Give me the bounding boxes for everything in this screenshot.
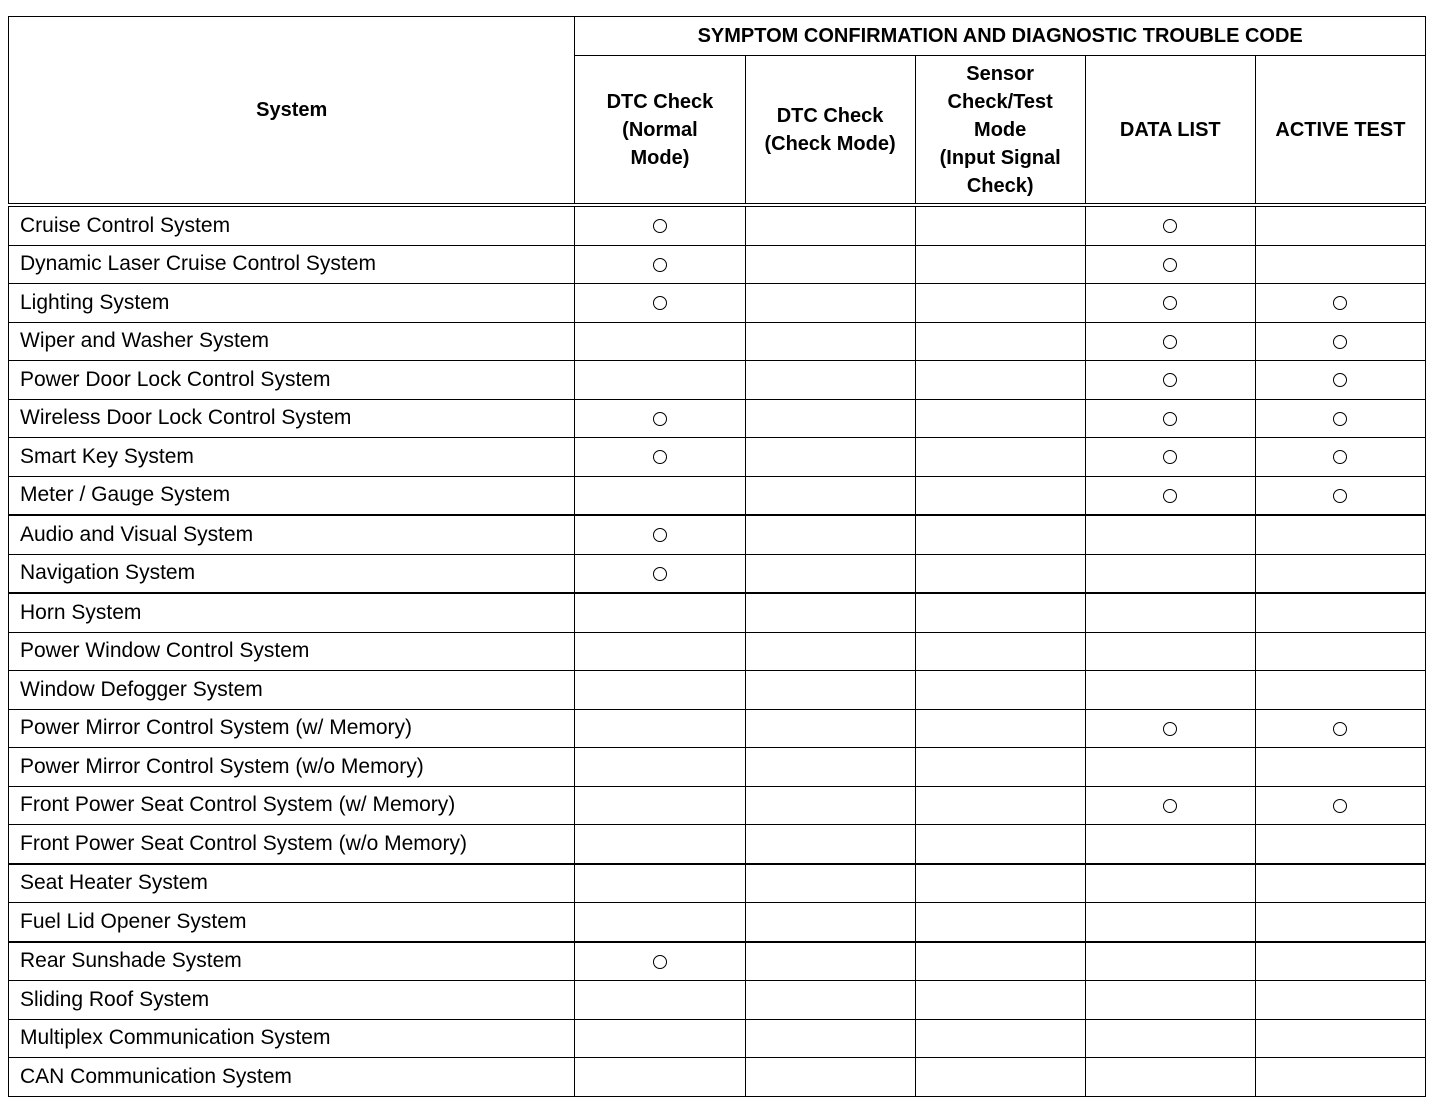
cell-data-list [1085, 593, 1255, 632]
cell-active-test [1255, 205, 1425, 245]
cell-dtc-check-check-mode [745, 284, 915, 323]
table-row [9, 438, 1426, 477]
cell-dtc-check-check-mode [745, 205, 915, 245]
cell-active-test [1255, 942, 1425, 981]
cell-dtc-check-check-mode [745, 942, 915, 981]
system-name-cell: Wireless Door Lock Control System [9, 399, 575, 438]
cell-data-list [1085, 476, 1255, 515]
cell-data-list [1085, 671, 1255, 710]
table-row [9, 1058, 1426, 1097]
circle-icon [1333, 296, 1347, 310]
table-row [9, 593, 1426, 632]
system-name-cell: Seat Heater System [9, 864, 575, 903]
circle-icon [653, 528, 667, 542]
circle-icon [1163, 219, 1177, 233]
cell-sensor-check-test-mode [915, 864, 1085, 903]
cell-sensor-check-test-mode [915, 632, 1085, 671]
column-header-line: Sensor [966, 62, 1035, 85]
cell-active-test [1255, 245, 1425, 284]
table-row [9, 515, 1426, 554]
cell-dtc-check-normal-mode [575, 825, 745, 864]
cell-data-list [1085, 786, 1255, 825]
circle-icon [653, 567, 667, 581]
cell-data-list [1085, 748, 1255, 787]
system-name-cell: Lighting System [9, 284, 575, 323]
circle-icon [1163, 799, 1177, 813]
table-row [9, 284, 1426, 323]
cell-dtc-check-normal-mode [575, 205, 745, 245]
circle-icon [1163, 722, 1177, 736]
cell-dtc-check-normal-mode [575, 476, 745, 515]
cell-dtc-check-check-mode [745, 632, 915, 671]
cell-sensor-check-test-mode [915, 515, 1085, 554]
circle-icon [653, 296, 667, 310]
cell-dtc-check-check-mode [745, 825, 915, 864]
cell-dtc-check-check-mode [745, 399, 915, 438]
circle-icon [1333, 450, 1347, 464]
system-name-cell: Power Door Lock Control System [9, 361, 575, 400]
table-row [9, 322, 1426, 361]
cell-dtc-check-check-mode [745, 1019, 915, 1058]
cell-sensor-check-test-mode [915, 1019, 1085, 1058]
table-row [9, 671, 1426, 710]
circle-icon [1163, 296, 1177, 310]
cell-dtc-check-check-mode [745, 515, 915, 554]
cell-sensor-check-test-mode [915, 593, 1085, 632]
column-header-line: Mode) [630, 146, 690, 169]
cell-sensor-check-test-mode [915, 322, 1085, 361]
cell-data-list [1085, 399, 1255, 438]
cell-dtc-check-check-mode [745, 593, 915, 632]
column-header-line: DATA LIST [1119, 118, 1221, 141]
cell-dtc-check-check-mode [745, 361, 915, 400]
column-header-line: ACTIVE TEST [1275, 118, 1406, 141]
table-row [9, 554, 1426, 593]
table-header [9, 17, 1426, 206]
cell-data-list [1085, 515, 1255, 554]
cell-dtc-check-check-mode [745, 322, 915, 361]
column-header-active-test [1255, 56, 1425, 206]
circle-icon [1333, 489, 1347, 503]
circle-icon [653, 412, 667, 426]
cell-active-test [1255, 438, 1425, 477]
cell-sensor-check-test-mode [915, 245, 1085, 284]
cell-dtc-check-normal-mode [575, 593, 745, 632]
system-name-cell: Wiper and Washer System [9, 322, 575, 361]
circle-icon [1333, 373, 1347, 387]
cell-active-test [1255, 515, 1425, 554]
cell-data-list [1085, 864, 1255, 903]
cell-dtc-check-normal-mode [575, 864, 745, 903]
circle-icon [1333, 722, 1347, 736]
cell-active-test [1255, 981, 1425, 1020]
cell-sensor-check-test-mode [915, 205, 1085, 245]
table-row [9, 903, 1426, 942]
table-row [9, 399, 1426, 438]
cell-dtc-check-normal-mode [575, 786, 745, 825]
cell-dtc-check-normal-mode [575, 709, 745, 748]
cell-active-test [1255, 709, 1425, 748]
system-name-cell: Dynamic Laser Cruise Control System [9, 245, 575, 284]
table-row [9, 632, 1426, 671]
cell-dtc-check-normal-mode [575, 942, 745, 981]
cell-data-list [1085, 322, 1255, 361]
diagnostic-table-container [8, 16, 1426, 1097]
cell-dtc-check-normal-mode [575, 438, 745, 477]
cell-active-test [1255, 476, 1425, 515]
cell-sensor-check-test-mode [915, 1058, 1085, 1097]
cell-dtc-check-check-mode [745, 438, 915, 477]
column-header-line: (Input Signal [939, 146, 1061, 169]
circle-icon [1163, 373, 1177, 387]
system-name-cell: Power Mirror Control System (w/o Memory) [9, 748, 575, 787]
cell-dtc-check-check-mode [745, 748, 915, 787]
cell-sensor-check-test-mode [915, 671, 1085, 710]
table-row [9, 361, 1426, 400]
cell-dtc-check-check-mode [745, 709, 915, 748]
cell-active-test [1255, 361, 1425, 400]
cell-dtc-check-check-mode [745, 786, 915, 825]
system-name-cell: Power Mirror Control System (w/ Memory) [9, 709, 575, 748]
cell-data-list [1085, 942, 1255, 981]
table-row [9, 245, 1426, 284]
cell-active-test [1255, 1058, 1425, 1097]
cell-active-test [1255, 284, 1425, 323]
system-name-cell: CAN Communication System [9, 1058, 575, 1097]
table-row [9, 205, 1426, 245]
cell-data-list [1085, 903, 1255, 942]
cell-dtc-check-normal-mode [575, 671, 745, 710]
group-column-header: SYMPTOM CONFIRMATION AND DIAGNOSTIC TROUBLE CODE [575, 17, 1426, 56]
circle-icon [653, 219, 667, 233]
cell-data-list [1085, 825, 1255, 864]
system-name-cell: Rear Sunshade System [9, 942, 575, 981]
system-name-cell: Front Power Seat Control System (w/o Memory) [9, 825, 575, 864]
table-row [9, 1019, 1426, 1058]
circle-icon [653, 450, 667, 464]
cell-data-list [1085, 981, 1255, 1020]
cell-dtc-check-normal-mode [575, 322, 745, 361]
cell-dtc-check-normal-mode [575, 284, 745, 323]
cell-active-test [1255, 903, 1425, 942]
cell-sensor-check-test-mode [915, 942, 1085, 981]
circle-icon [1333, 412, 1347, 426]
system-name-cell: Power Window Control System [9, 632, 575, 671]
column-header-line: DTC Check [776, 104, 884, 127]
circle-icon [653, 258, 667, 272]
cell-data-list [1085, 554, 1255, 593]
diagnostic-function-table [8, 16, 1426, 1097]
cell-dtc-check-normal-mode [575, 245, 745, 284]
column-header-line: Mode [974, 118, 1027, 141]
cell-sensor-check-test-mode [915, 554, 1085, 593]
cell-sensor-check-test-mode [915, 476, 1085, 515]
column-header-line: DTC Check [606, 90, 714, 113]
system-name-cell: Smart Key System [9, 438, 575, 477]
cell-dtc-check-check-mode [745, 245, 915, 284]
cell-dtc-check-check-mode [745, 476, 915, 515]
cell-dtc-check-normal-mode [575, 399, 745, 438]
cell-active-test [1255, 1019, 1425, 1058]
system-name-cell: Navigation System [9, 554, 575, 593]
column-header-line: Check/Test [947, 90, 1053, 113]
circle-icon [1163, 489, 1177, 503]
cell-data-list [1085, 632, 1255, 671]
cell-data-list [1085, 1058, 1255, 1097]
cell-dtc-check-check-mode [745, 1058, 915, 1097]
cell-active-test [1255, 748, 1425, 787]
cell-data-list [1085, 438, 1255, 477]
circle-icon [1163, 258, 1177, 272]
cell-dtc-check-normal-mode [575, 361, 745, 400]
circle-icon [1163, 450, 1177, 464]
system-name-cell: Fuel Lid Opener System [9, 903, 575, 942]
table-row [9, 709, 1426, 748]
circle-icon [1163, 412, 1177, 426]
cell-sensor-check-test-mode [915, 438, 1085, 477]
cell-dtc-check-normal-mode [575, 554, 745, 593]
cell-sensor-check-test-mode [915, 709, 1085, 748]
cell-sensor-check-test-mode [915, 748, 1085, 787]
cell-active-test [1255, 864, 1425, 903]
column-header-line: Check) [966, 174, 1034, 197]
system-name-cell: Front Power Seat Control System (w/ Memory) [9, 786, 575, 825]
system-name-cell: Horn System [9, 593, 575, 632]
circle-icon [1333, 335, 1347, 349]
circle-icon [1163, 335, 1177, 349]
table-row [9, 981, 1426, 1020]
cell-dtc-check-check-mode [745, 864, 915, 903]
cell-sensor-check-test-mode [915, 399, 1085, 438]
cell-active-test [1255, 399, 1425, 438]
cell-data-list [1085, 361, 1255, 400]
cell-data-list [1085, 1019, 1255, 1058]
cell-active-test [1255, 825, 1425, 864]
system-name-cell: Cruise Control System [9, 205, 575, 245]
table-row [9, 786, 1426, 825]
header-row-group [9, 17, 1426, 56]
cell-active-test [1255, 786, 1425, 825]
system-name-cell: Audio and Visual System [9, 515, 575, 554]
column-header-dtc-check-normal-mode [575, 56, 745, 206]
cell-dtc-check-check-mode [745, 903, 915, 942]
cell-dtc-check-normal-mode [575, 632, 745, 671]
system-name-cell: Meter / Gauge System [9, 476, 575, 515]
column-header-line: (Check Mode) [764, 132, 896, 155]
table-body [9, 205, 1426, 1096]
cell-active-test [1255, 671, 1425, 710]
table-row [9, 748, 1426, 787]
circle-icon [1333, 799, 1347, 813]
cell-data-list [1085, 205, 1255, 245]
cell-active-test [1255, 322, 1425, 361]
cell-active-test [1255, 593, 1425, 632]
cell-data-list [1085, 709, 1255, 748]
cell-active-test [1255, 554, 1425, 593]
cell-dtc-check-check-mode [745, 981, 915, 1020]
cell-data-list [1085, 284, 1255, 323]
table-row [9, 825, 1426, 864]
cell-active-test [1255, 632, 1425, 671]
cell-dtc-check-normal-mode [575, 515, 745, 554]
column-header-sensor-check-test-mode [915, 56, 1085, 206]
column-header-data-list [1085, 56, 1255, 206]
circle-icon [653, 955, 667, 969]
cell-sensor-check-test-mode [915, 825, 1085, 864]
cell-dtc-check-normal-mode [575, 1019, 745, 1058]
cell-sensor-check-test-mode [915, 786, 1085, 825]
cell-sensor-check-test-mode [915, 284, 1085, 323]
column-header-line: (Normal [622, 118, 698, 141]
column-header-dtc-check-check-mode [745, 56, 915, 206]
system-name-cell: Window Defogger System [9, 671, 575, 710]
cell-dtc-check-normal-mode [575, 748, 745, 787]
cell-data-list [1085, 245, 1255, 284]
cell-dtc-check-check-mode [745, 554, 915, 593]
table-row [9, 942, 1426, 981]
cell-sensor-check-test-mode [915, 361, 1085, 400]
system-name-cell: Multiplex Communication System [9, 1019, 575, 1058]
cell-dtc-check-normal-mode [575, 903, 745, 942]
table-row [9, 476, 1426, 515]
cell-sensor-check-test-mode [915, 981, 1085, 1020]
cell-sensor-check-test-mode [915, 903, 1085, 942]
cell-dtc-check-check-mode [745, 671, 915, 710]
system-name-cell: Sliding Roof System [9, 981, 575, 1020]
system-column-header: System [9, 17, 575, 206]
table-row [9, 864, 1426, 903]
cell-dtc-check-normal-mode [575, 981, 745, 1020]
cell-dtc-check-normal-mode [575, 1058, 745, 1097]
